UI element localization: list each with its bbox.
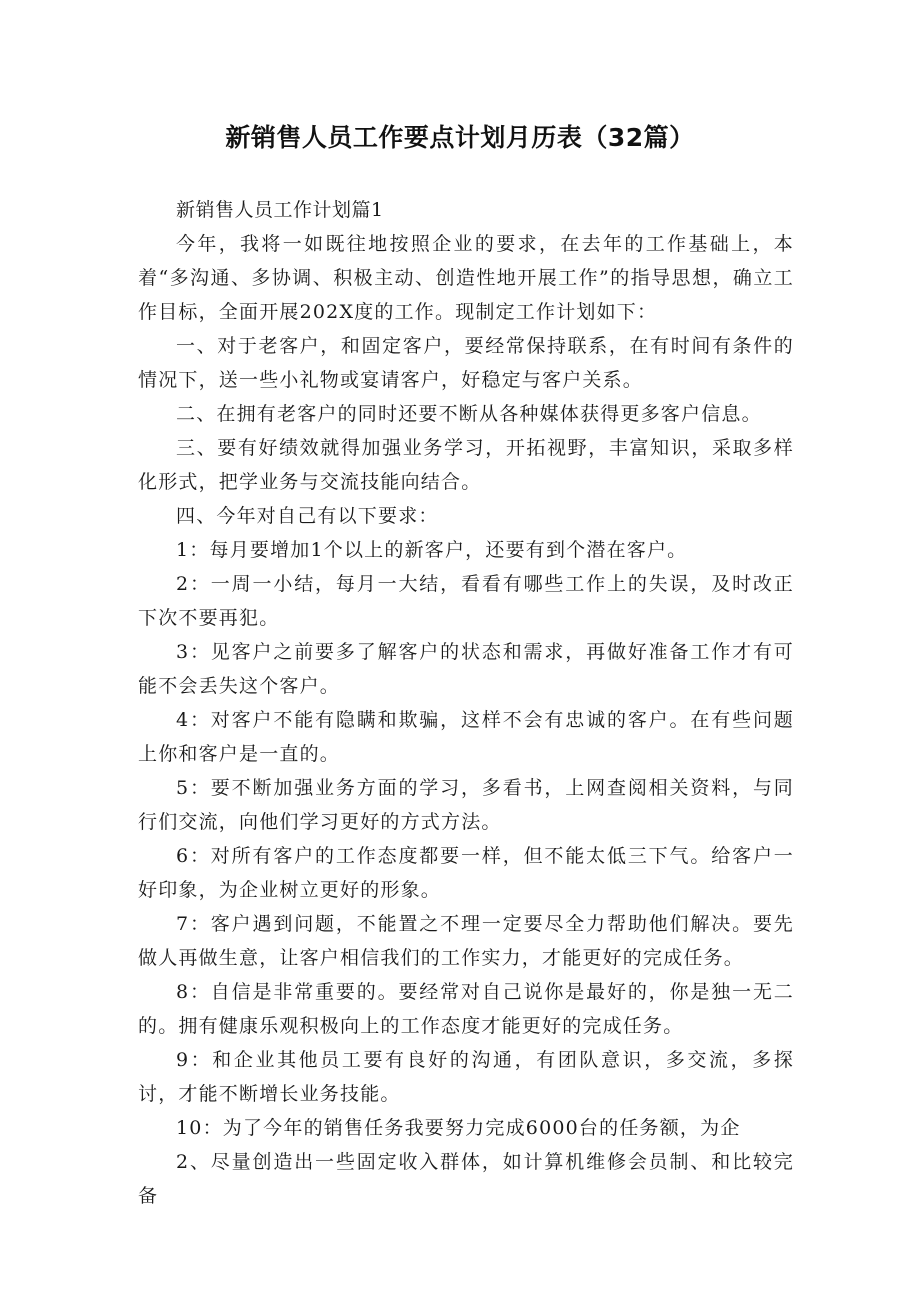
truncated-paragraph: 2、尽量创造出一些固定收入群体，如计算机维修会员制、和比较完备 <box>138 1151 794 1207</box>
requirement-2: 2：一周一小结，每月一大结，看看有哪些工作上的失误，及时改正下次不要再犯。 <box>138 573 794 629</box>
plan-item-4: 四、今年对自己有以下要求： <box>176 505 439 527</box>
intro-paragraph: 今年，我将一如既往地按照企业的要求，在去年的工作基础上，本着“多沟通、多协调、积极主动、创造性地开展工作”的指导思想，确立工作目标，全面开展202X度的工作。现制定工作计划如下： <box>138 233 794 323</box>
section-heading: 新销售人员工作计划篇1 <box>176 199 384 221</box>
document-body <box>138 193 794 1213</box>
requirement-1: 1：每月要增加1个以上的新客户，还要有到个潜在客户。 <box>176 539 688 561</box>
requirement-10: 10：为了今年的销售任务我要努力完成6000台的任务额，为企 <box>176 1117 741 1139</box>
requirement-7: 7：客户遇到问题，不能置之不理一定要尽全力帮助他们解决。要先做人再做生意，让客户相信我们的工作实力，才能更好的完成任务。 <box>138 913 794 969</box>
plan-item-2: 二、在拥有老客户的同时还要不断从各种媒体获得更多客户信息。 <box>176 403 762 425</box>
requirement-3: 3：见客户之前要多了解客户的状态和需求，再做好准备工作才有可能不会丢失这个客户。 <box>138 641 794 697</box>
document-title: 新销售人员工作要点计划月历表（32篇） <box>225 123 695 152</box>
requirement-8: 8：自信是非常重要的。要经常对自己说你是最好的，你是独一无二的。拥有健康乐观积极向上的工作态度才能更好的完成任务。 <box>138 981 794 1037</box>
requirement-4: 4：对客户不能有隐瞒和欺骗，这样不会有忠诚的客户。在有些问题上你和客户是一直的。 <box>138 709 794 765</box>
requirement-9: 9：和企业其他员工要有良好的沟通，有团队意识，多交流，多探讨，才能不断增长业务技能。 <box>138 1049 794 1105</box>
requirement-5: 5：要不断加强业务方面的学习，多看书，上网查阅相关资料，与同行们交流，向他们学习更好的方式方法。 <box>138 777 794 833</box>
plan-item-1: 一、对于老客户，和固定客户，要经常保持联系，在有时间有条件的情况下，送一些小礼物或宴请客户，好稳定与客户关系。 <box>138 335 794 391</box>
plan-item-3: 三、要有好绩效就得加强业务学习，开拓视野，丰富知识，采取多样化形式，把学业务与交流技能向结合。 <box>138 437 794 493</box>
requirement-6: 6：对所有客户的工作态度都要一样，但不能太低三下气。给客户一好印象，为企业树立更好的形象。 <box>138 845 794 901</box>
